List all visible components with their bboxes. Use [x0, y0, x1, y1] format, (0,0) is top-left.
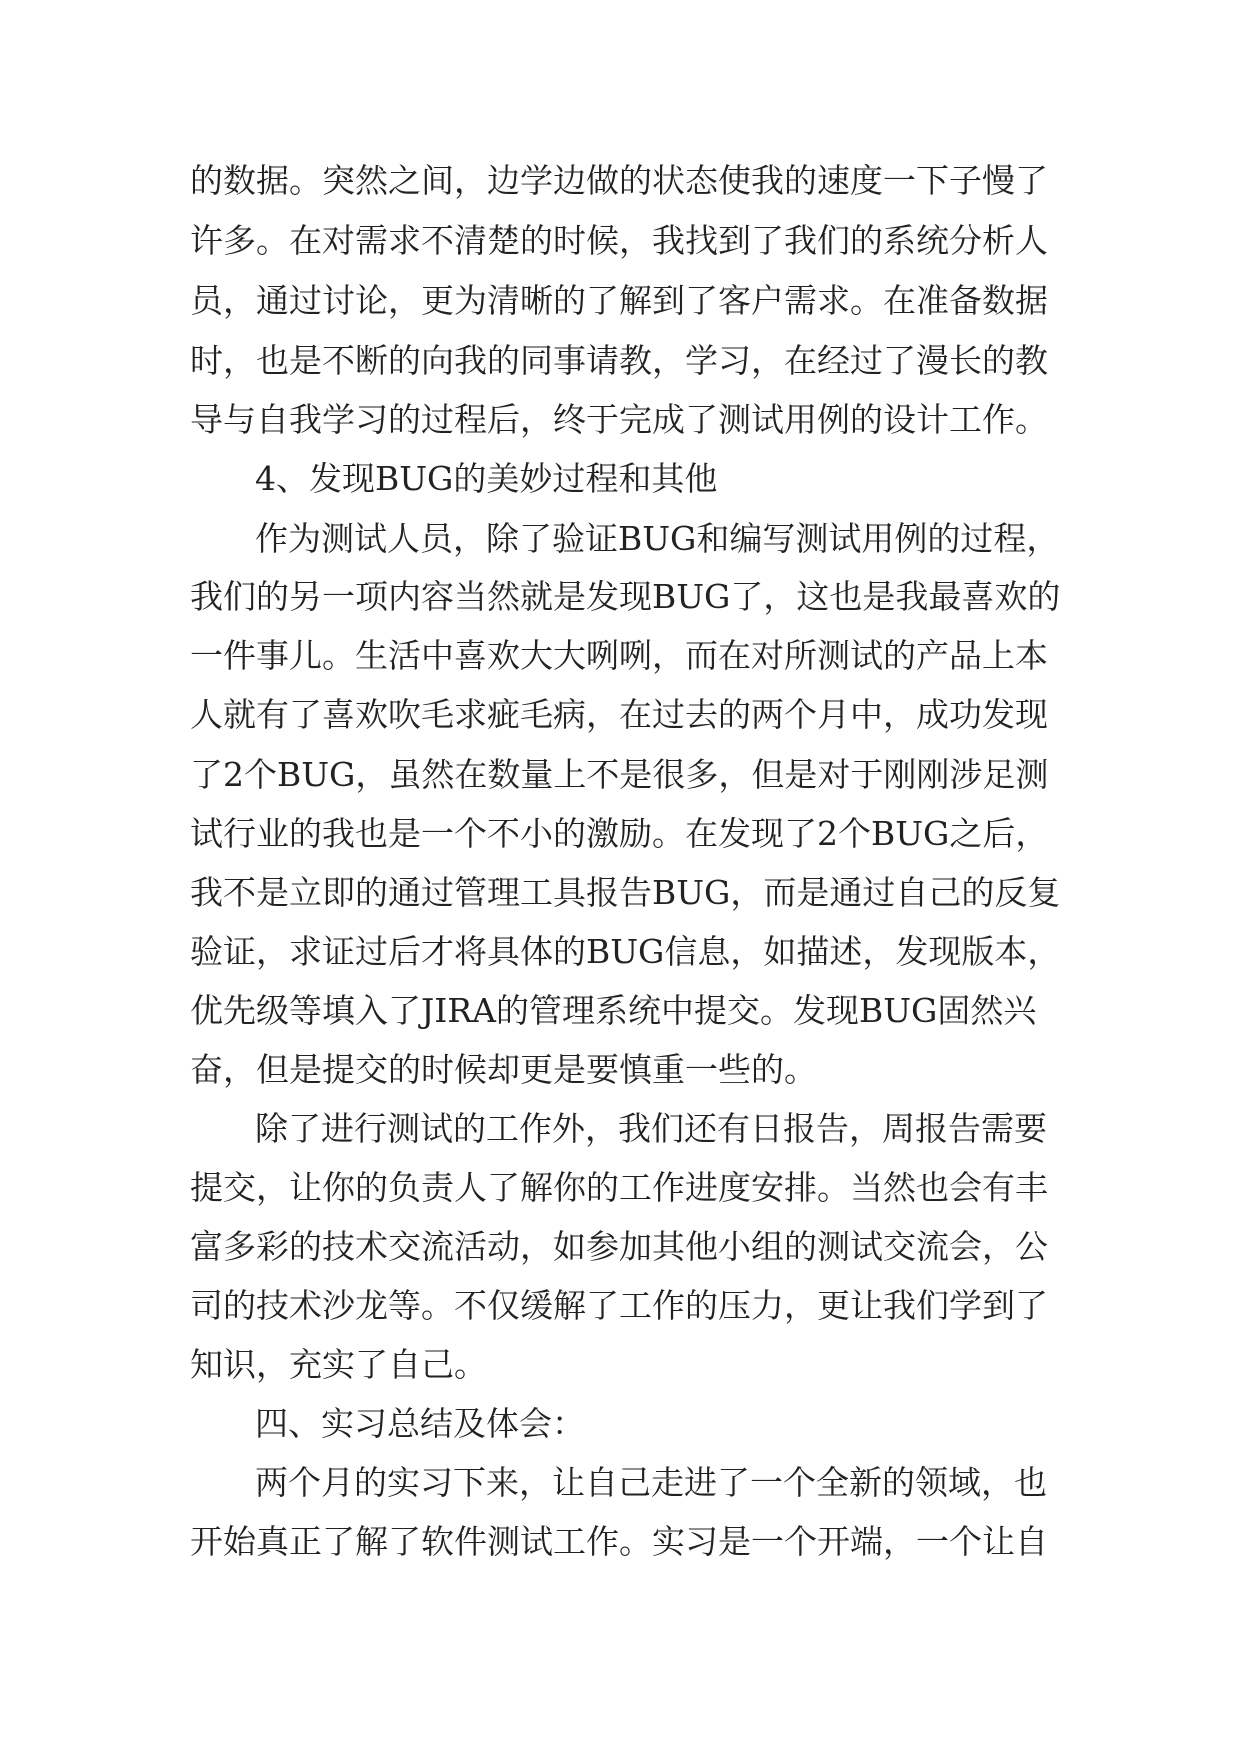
paragraph-line: 开始真正了解了软件测试工作。实习是一个开端，一个让自 [190, 1522, 1048, 1561]
paragraph-line: 知识，充实了自己。 [190, 1345, 487, 1384]
paragraph-line: 我们的另一项内容当然就是发现BUG了，这也是我最喜欢的 [190, 577, 1061, 616]
paragraph-line: 试行业的我也是一个不小的激励。在发现了2个BUG之后， [190, 814, 1049, 853]
paragraph-line: 两个月的实习下来，让自己走进了一个全新的领域，也 [255, 1463, 1047, 1502]
paragraph-line: 时，也是不断的向我的同事请教，学习，在经过了漫长的教 [190, 341, 1048, 380]
section-heading: 四、实习总结及体会： [255, 1404, 585, 1443]
paragraph-line: 司的技术沙龙等。不仅缓解了工作的压力，更让我们学到了 [190, 1286, 1048, 1325]
paragraph-line: 了2个BUG，虽然在数量上不是很多，但是对于刚刚涉足测 [190, 755, 1049, 794]
paragraph-line: 作为测试人员，除了验证BUG和编写测试用例的过程， [255, 519, 1060, 558]
paragraph-line: 员，通过讨论，更为清晰的了解到了客户需求。在准备数据 [190, 281, 1048, 320]
paragraph-line: 一件事儿。生活中喜欢大大咧咧，而在对所测试的产品上本 [190, 636, 1048, 675]
paragraph-line: 导与自我学习的过程后，终于完成了测试用例的设计工作。 [190, 400, 1048, 439]
section-heading: 4、发现BUG的美妙过程和其他 [255, 459, 718, 498]
paragraph-line: 优先级等填入了JIRA的管理系统中提交。发现BUG固然兴 [190, 991, 1037, 1030]
paragraph-line: 除了进行测试的工作外，我们还有日报告，周报告需要 [255, 1109, 1047, 1148]
paragraph-line: 人就有了喜欢吹毛求疵毛病，在过去的两个月中，成功发现 [190, 695, 1048, 734]
paragraph-line: 富多彩的技术交流活动，如参加其他小组的测试交流会，公 [190, 1227, 1048, 1266]
paragraph-line: 我不是立即的通过管理工具报告BUG，而是通过自己的反复 [190, 873, 1061, 912]
paragraph-line: 提交，让你的负责人了解你的工作进度安排。当然也会有丰 [190, 1168, 1048, 1207]
paragraph-line: 奋，但是提交的时候却更是要慎重一些的。 [190, 1050, 817, 1089]
paragraph-line: 的数据。突然之间，边学边做的状态使我的速度一下子慢了 [190, 161, 1048, 200]
paragraph-line: 许多。在对需求不清楚的时候，我找到了我们的系统分析人 [190, 221, 1048, 260]
paragraph-line: 验证，求证过后才将具体的BUG信息，如描述，发现版本， [190, 932, 1061, 971]
